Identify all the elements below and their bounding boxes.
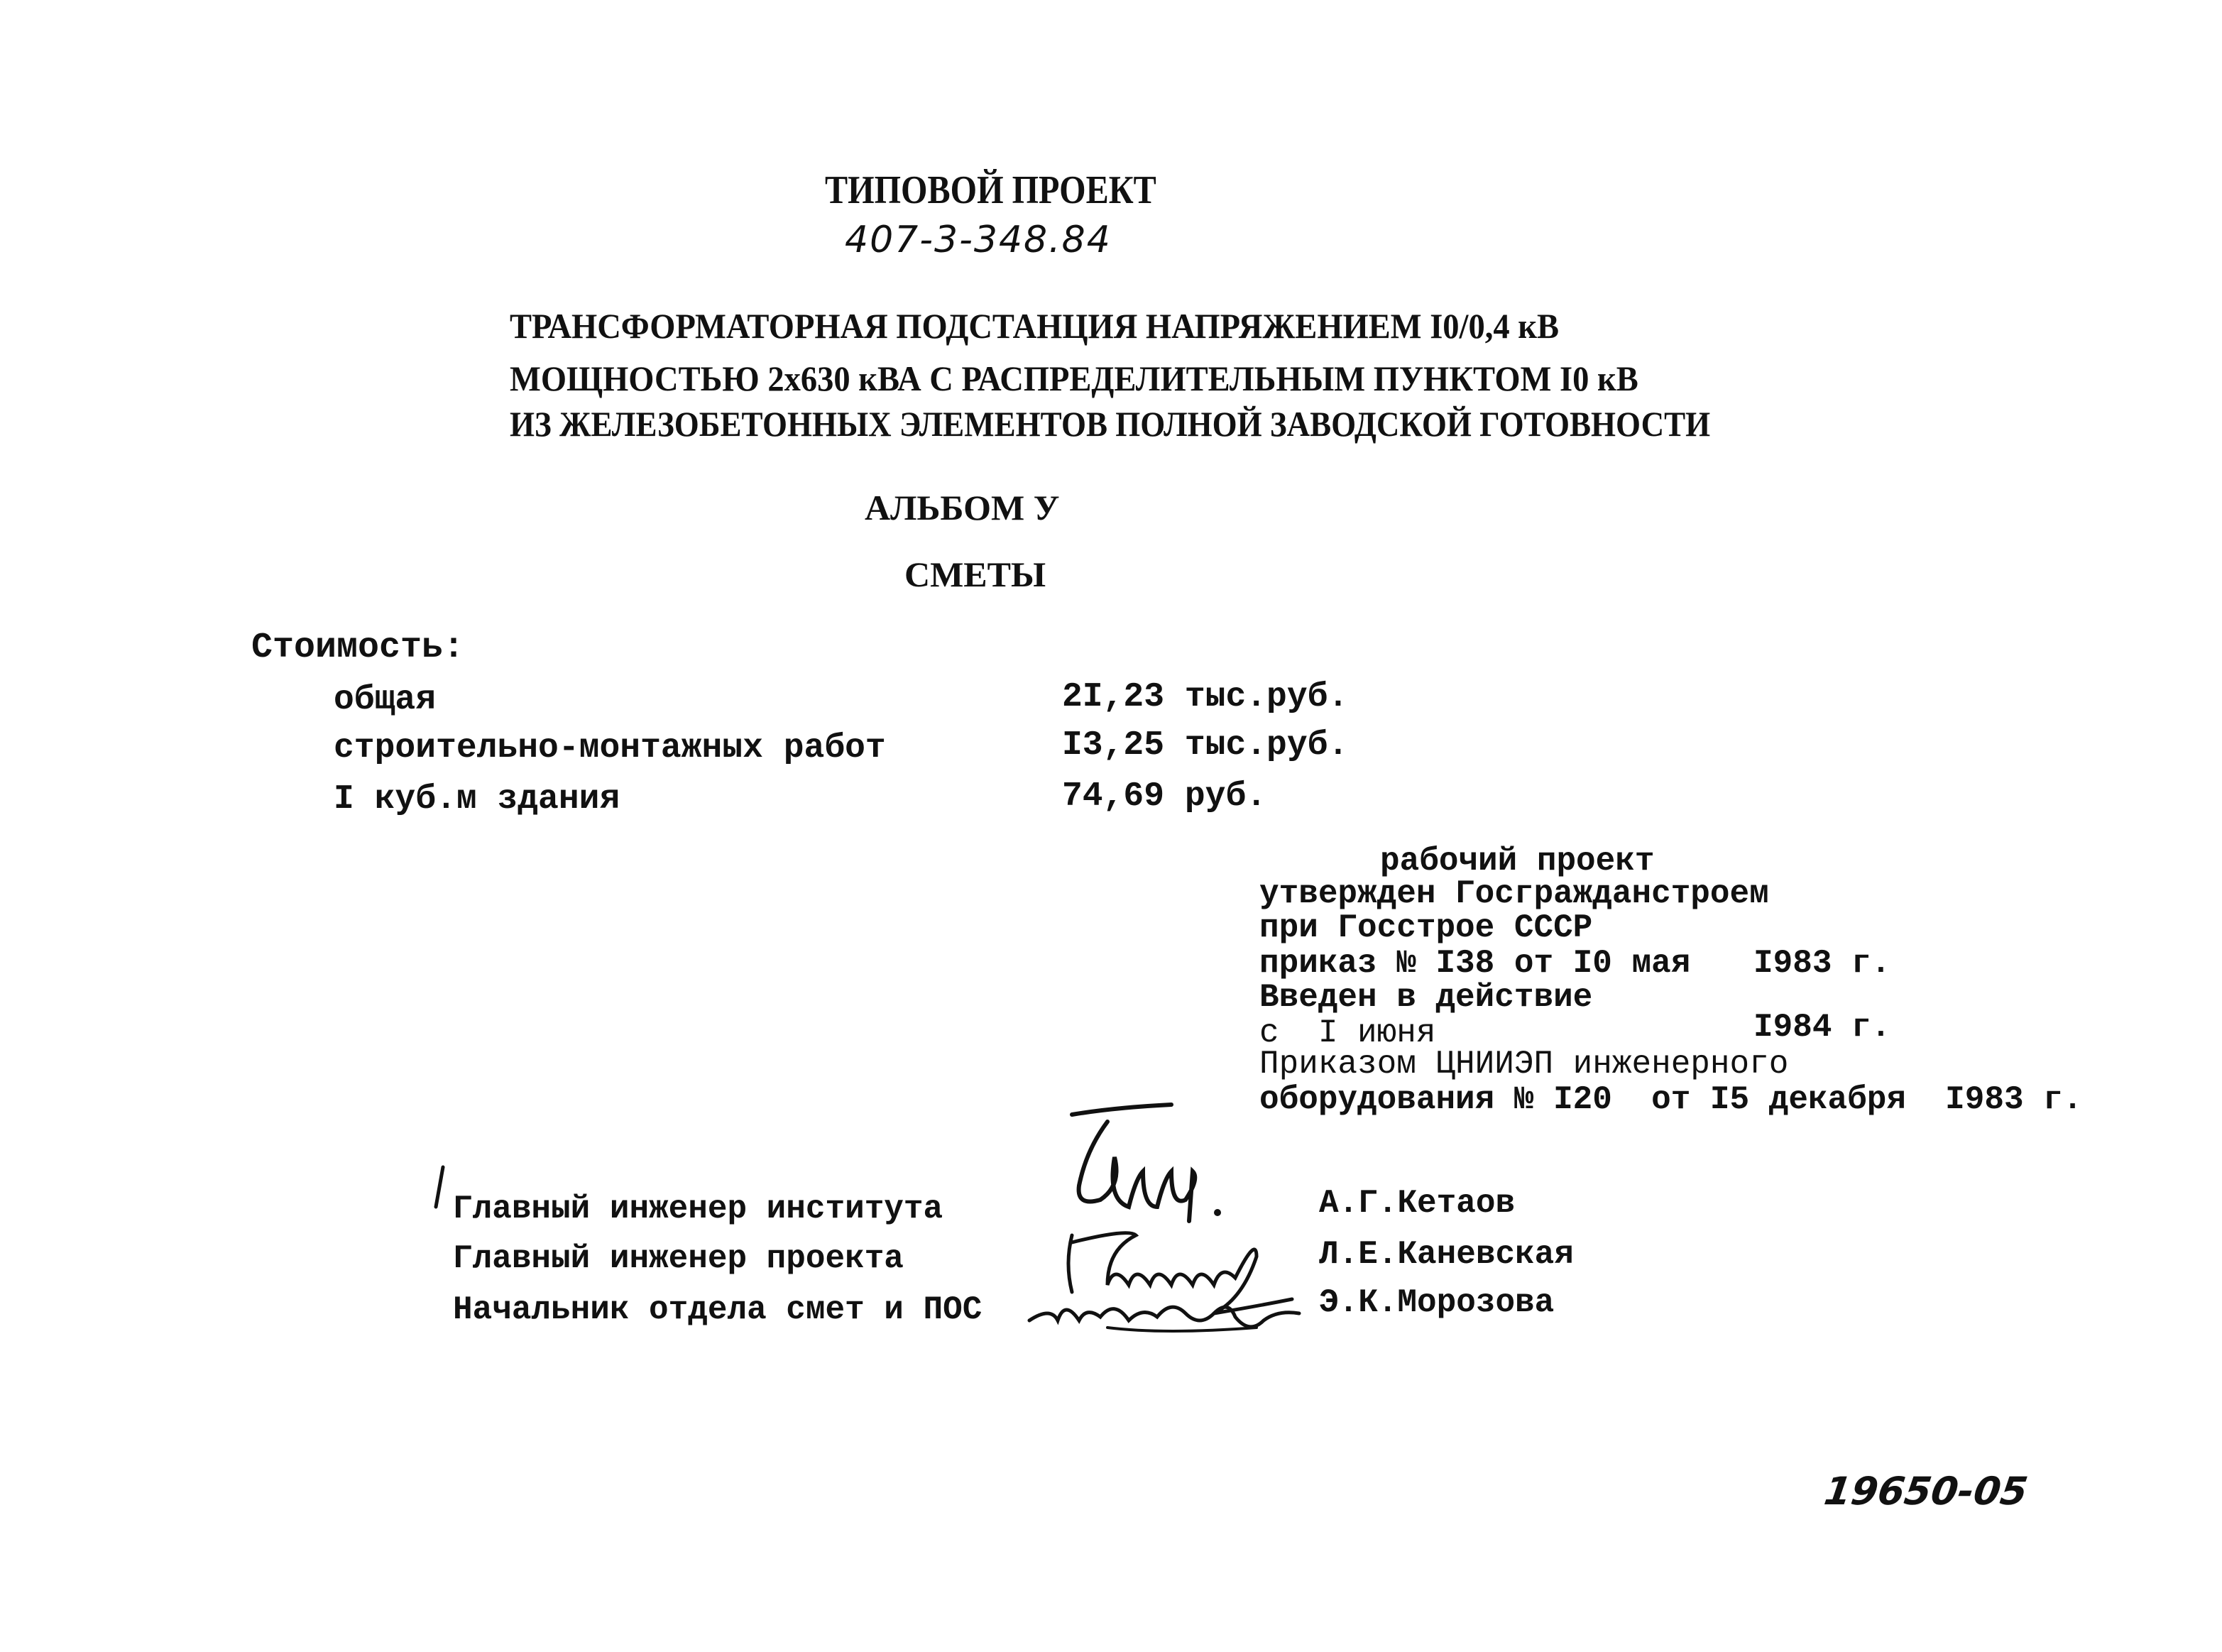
signature-name: А.Г.Кетаов (1319, 1185, 1516, 1222)
title-line-3: ИЗ ЖЕЛЕЗОБЕТОННЫХ ЭЛЕМЕНТОВ ПОЛНОЙ ЗАВОДСКОЙ ГОТОВНОСТИ (510, 404, 1711, 444)
signature-position: Начальник отдела смет и ПОС (453, 1291, 983, 1328)
approval-line-3: при Госстрое СССР (1259, 909, 1593, 946)
approval-line-4b: I983 г. (1753, 945, 1891, 982)
tick-mark-icon (429, 1164, 457, 1221)
approval-line-7: Приказом ЦНИИЭП инженерного (1259, 1046, 1789, 1083)
signature-position: Главный инженер института (453, 1191, 943, 1227)
approval-line-2: утвержден Госгражданстроем (1259, 875, 1769, 912)
cost-heading: Стоимость: (251, 628, 465, 668)
approval-line-8: оборудования № I20 от I5 декабря I983 г. (1259, 1081, 2083, 1118)
signature-name: Л.Е.Каневская (1319, 1236, 1574, 1273)
cost-row-label: I куб.м здания (334, 780, 620, 819)
signature-name: Э.К.Морозова (1319, 1284, 1555, 1321)
section-label: СМЕТЫ (904, 554, 1046, 594)
approval-line-6a: с I июня (1259, 1014, 1436, 1051)
signature-morozova (1022, 1278, 1306, 1349)
approval-line-6b: I984 г. (1753, 1009, 1891, 1046)
project-number: 407-3-348.84 (845, 219, 1112, 261)
cost-row-value: 74,69 руб. (1062, 777, 1267, 816)
signature-position: Главный инженер проекта (453, 1240, 904, 1277)
cost-row-label: общая (334, 681, 437, 719)
title-line-2: МОЩНОСТЬЮ 2х630 кВА С РАСПРЕДЕЛИТЕЛЬНЫМ ПУНКТОМ I0 кВ (510, 359, 1638, 398)
archive-number: 19650-05 (1821, 1469, 2031, 1514)
cost-row-label: строительно-монтажных работ (334, 729, 886, 767)
approval-line-4a: приказ № I38 от I0 мая (1259, 945, 1691, 982)
album-label: АЛЬБОМ У (865, 488, 1060, 527)
approval-line-5: Введен в действие (1259, 979, 1593, 1016)
title-line-1: ТРАНСФОРМАТОРНАЯ ПОДСТАНЦИЯ НАПРЯЖЕНИЕМ I0/0,4 кВ (510, 306, 1560, 346)
project-type-label: ТИПОВОЙ ПРОЕКТ (825, 168, 1156, 212)
cost-row-value: 2I,23 тыс.руб. (1062, 678, 1349, 716)
approval-line-1: рабочий проект (1380, 843, 1655, 880)
cost-row-value: I3,25 тыс.руб. (1062, 726, 1349, 765)
